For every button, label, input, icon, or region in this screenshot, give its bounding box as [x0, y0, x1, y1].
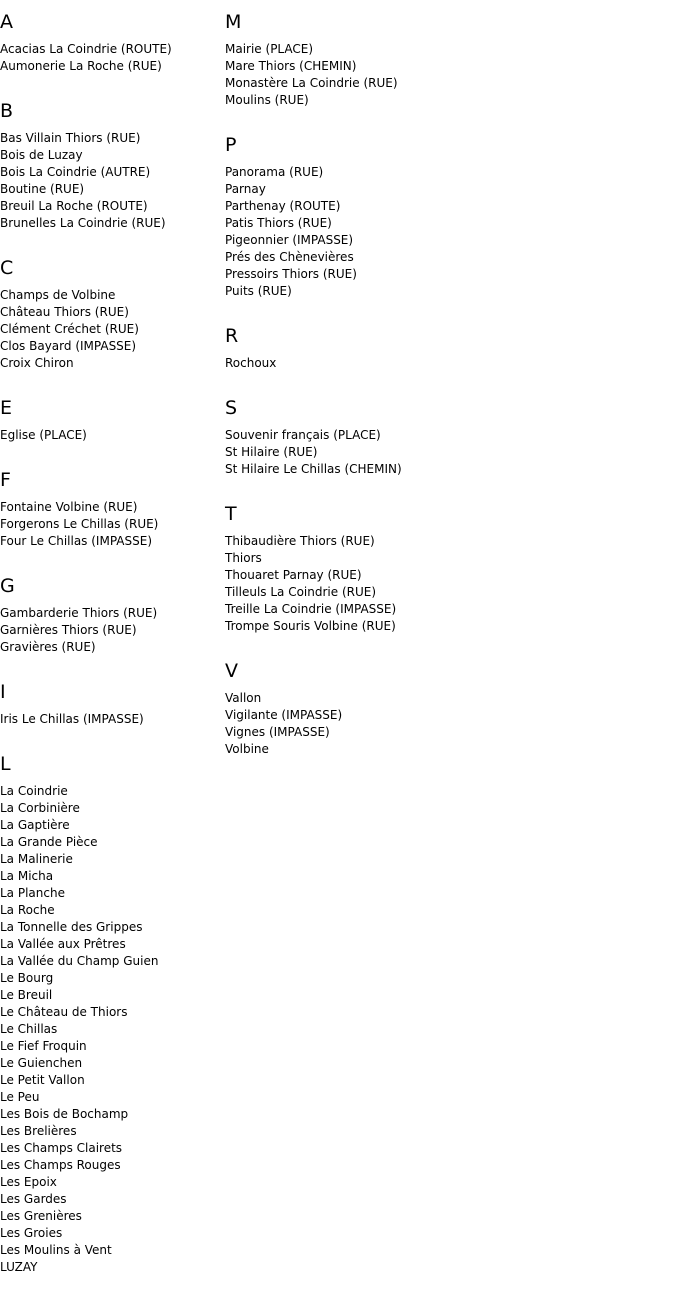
street-name: Les Bois de Bochamp [0, 1107, 129, 1121]
street-name: Volbine [225, 742, 269, 756]
street-name: Clos Bayard (IMPASSE) [0, 339, 137, 353]
street-name: Les Groies [0, 1226, 63, 1240]
street-name: Fontaine Volbine (RUE) [0, 500, 138, 514]
section-l [0, 752, 215, 1276]
street-name: Les Champs Clairets [0, 1141, 123, 1155]
street-name: Thouaret Parnay (RUE) [225, 568, 362, 582]
street-list [0, 605, 215, 656]
street-name: Trompe Souris Volbine (RUE) [225, 619, 396, 633]
street-name: Les Grenières [0, 1209, 82, 1223]
section-letter-heading: E [0, 397, 13, 419]
street-name: Panorama (RUE) [225, 165, 324, 179]
street-name: La Roche [0, 903, 55, 917]
street-name: Vignes (IMPASSE) [225, 725, 330, 739]
section-e [0, 396, 215, 444]
street-name: Pressoirs Thiors (RUE) [225, 267, 357, 281]
street-name: Bois de Luzay [0, 148, 83, 162]
street-list [225, 427, 440, 478]
street-name: La Vallée aux Prêtres [0, 937, 126, 951]
street-name: Forgerons Le Chillas (RUE) [0, 517, 159, 531]
section-letter-heading: P [225, 134, 237, 156]
street-name: Champs de Volbine [0, 288, 116, 302]
street-name: Eglise (PLACE) [0, 428, 87, 442]
street-name: Les Moulins à Vent [0, 1243, 112, 1257]
street-name: LUZAY [0, 1260, 38, 1274]
street-name: Croix Chiron [0, 356, 74, 370]
street-name: Mare Thiors (CHEMIN) [225, 59, 357, 73]
section-letter-heading: A [0, 11, 13, 33]
street-list [225, 164, 440, 300]
section-letter-heading: B [0, 100, 14, 122]
street-name: Le Peu [0, 1090, 40, 1104]
street-list [225, 355, 440, 372]
street-name: Prés des Chènevières [225, 250, 354, 264]
street-name: Treille La Coindrie (IMPASSE) [225, 602, 397, 616]
street-name: Le Breuil [0, 988, 53, 1002]
street-name: Les Gardes [0, 1192, 67, 1206]
street-name: Thiors [225, 551, 262, 565]
street-name: La Corbinière [0, 801, 80, 815]
street-name: Acacias La Coindrie (ROUTE) [0, 42, 172, 56]
street-list [0, 711, 215, 728]
street-name: Bois La Coindrie (AUTRE) [0, 165, 151, 179]
street-name: Les Champs Rouges [0, 1158, 121, 1172]
street-name: La Malinerie [0, 852, 73, 866]
street-name: St Hilaire Le Chillas (CHEMIN) [225, 462, 402, 476]
section-b [0, 99, 215, 232]
street-name: Brunelles La Coindrie (RUE) [0, 216, 166, 230]
street-name: Gambarderie Thiors (RUE) [0, 606, 158, 620]
section-s [225, 396, 440, 478]
section-f [0, 468, 215, 550]
street-name: Clément Créchet (RUE) [0, 322, 139, 336]
street-list [0, 427, 215, 444]
street-name: Parthenay (ROUTE) [225, 199, 341, 213]
section-letter-heading: R [225, 325, 239, 347]
street-name: Moulins (RUE) [225, 93, 309, 107]
street-name: Le Petit Vallon [0, 1073, 85, 1087]
section-letter-heading: T [225, 503, 237, 525]
street-name: Bas Villain Thiors (RUE) [0, 131, 141, 145]
section-letter-heading: L [0, 753, 11, 775]
street-name: Iris Le Chillas (IMPASSE) [0, 712, 144, 726]
street-name: La Coindrie [0, 784, 68, 798]
street-name: Les Epoix [0, 1175, 57, 1189]
section-t [225, 502, 440, 635]
street-list [225, 533, 440, 635]
street-name: La Vallée du Champ Guien [0, 954, 159, 968]
right-column [225, 10, 440, 782]
street-list [225, 690, 440, 758]
street-name: La Grande Pièce [0, 835, 98, 849]
street-name: La Planche [0, 886, 65, 900]
street-name: Souvenir français (PLACE) [225, 428, 381, 442]
street-name: Parnay [225, 182, 266, 196]
street-name: Vallon [225, 691, 262, 705]
section-p [225, 133, 440, 300]
street-name: Mairie (PLACE) [225, 42, 314, 56]
section-r [225, 324, 440, 372]
street-name: Breuil La Roche (ROUTE) [0, 199, 148, 213]
street-list [0, 41, 215, 75]
street-name: La Micha [0, 869, 54, 883]
street-name: Tilleuls La Coindrie (RUE) [225, 585, 377, 599]
street-name: Vigilante (IMPASSE) [225, 708, 343, 722]
street-list [0, 287, 215, 372]
left-column [0, 10, 215, 1300]
street-list [0, 130, 215, 232]
street-name: Le Guienchen [0, 1056, 83, 1070]
street-name: St Hilaire (RUE) [225, 445, 318, 459]
section-letter-heading: V [225, 660, 238, 682]
section-g [0, 574, 215, 656]
street-name: Thibaudière Thiors (RUE) [225, 534, 375, 548]
street-name: Le Chillas [0, 1022, 58, 1036]
street-name: Pigeonnier (IMPASSE) [225, 233, 354, 247]
street-name: Aumonerie La Roche (RUE) [0, 59, 162, 73]
section-v [225, 659, 440, 758]
section-letter-heading: M [225, 11, 242, 33]
street-name: Château Thiors (RUE) [0, 305, 129, 319]
section-i [0, 680, 215, 728]
street-name: Le Fief Froquin [0, 1039, 87, 1053]
street-name: La Tonnelle des Grippes [0, 920, 143, 934]
section-letter-heading: F [0, 469, 11, 491]
street-name: Gravières (RUE) [0, 640, 96, 654]
section-letter-heading: S [225, 397, 238, 419]
street-name: Le Bourg [0, 971, 54, 985]
section-a [0, 10, 215, 75]
street-name: Rochoux [225, 356, 277, 370]
street-name: Le Château de Thiors [0, 1005, 128, 1019]
street-list [225, 41, 440, 109]
street-name: Puits (RUE) [225, 284, 292, 298]
section-letter-heading: I [0, 681, 6, 703]
street-name: Garnières Thiors (RUE) [0, 623, 137, 637]
section-c [0, 256, 215, 372]
section-m [225, 10, 440, 109]
street-list [0, 783, 215, 1276]
street-name: La Gaptière [0, 818, 70, 832]
section-letter-heading: C [0, 257, 14, 279]
section-letter-heading: G [0, 575, 15, 597]
street-name: Patis Thiors (RUE) [225, 216, 332, 230]
street-name: Les Brelières [0, 1124, 77, 1138]
street-name: Four Le Chillas (IMPASSE) [0, 534, 152, 548]
street-name: Boutine (RUE) [0, 182, 85, 196]
street-name: Monastère La Coindrie (RUE) [225, 76, 398, 90]
street-list [0, 499, 215, 550]
